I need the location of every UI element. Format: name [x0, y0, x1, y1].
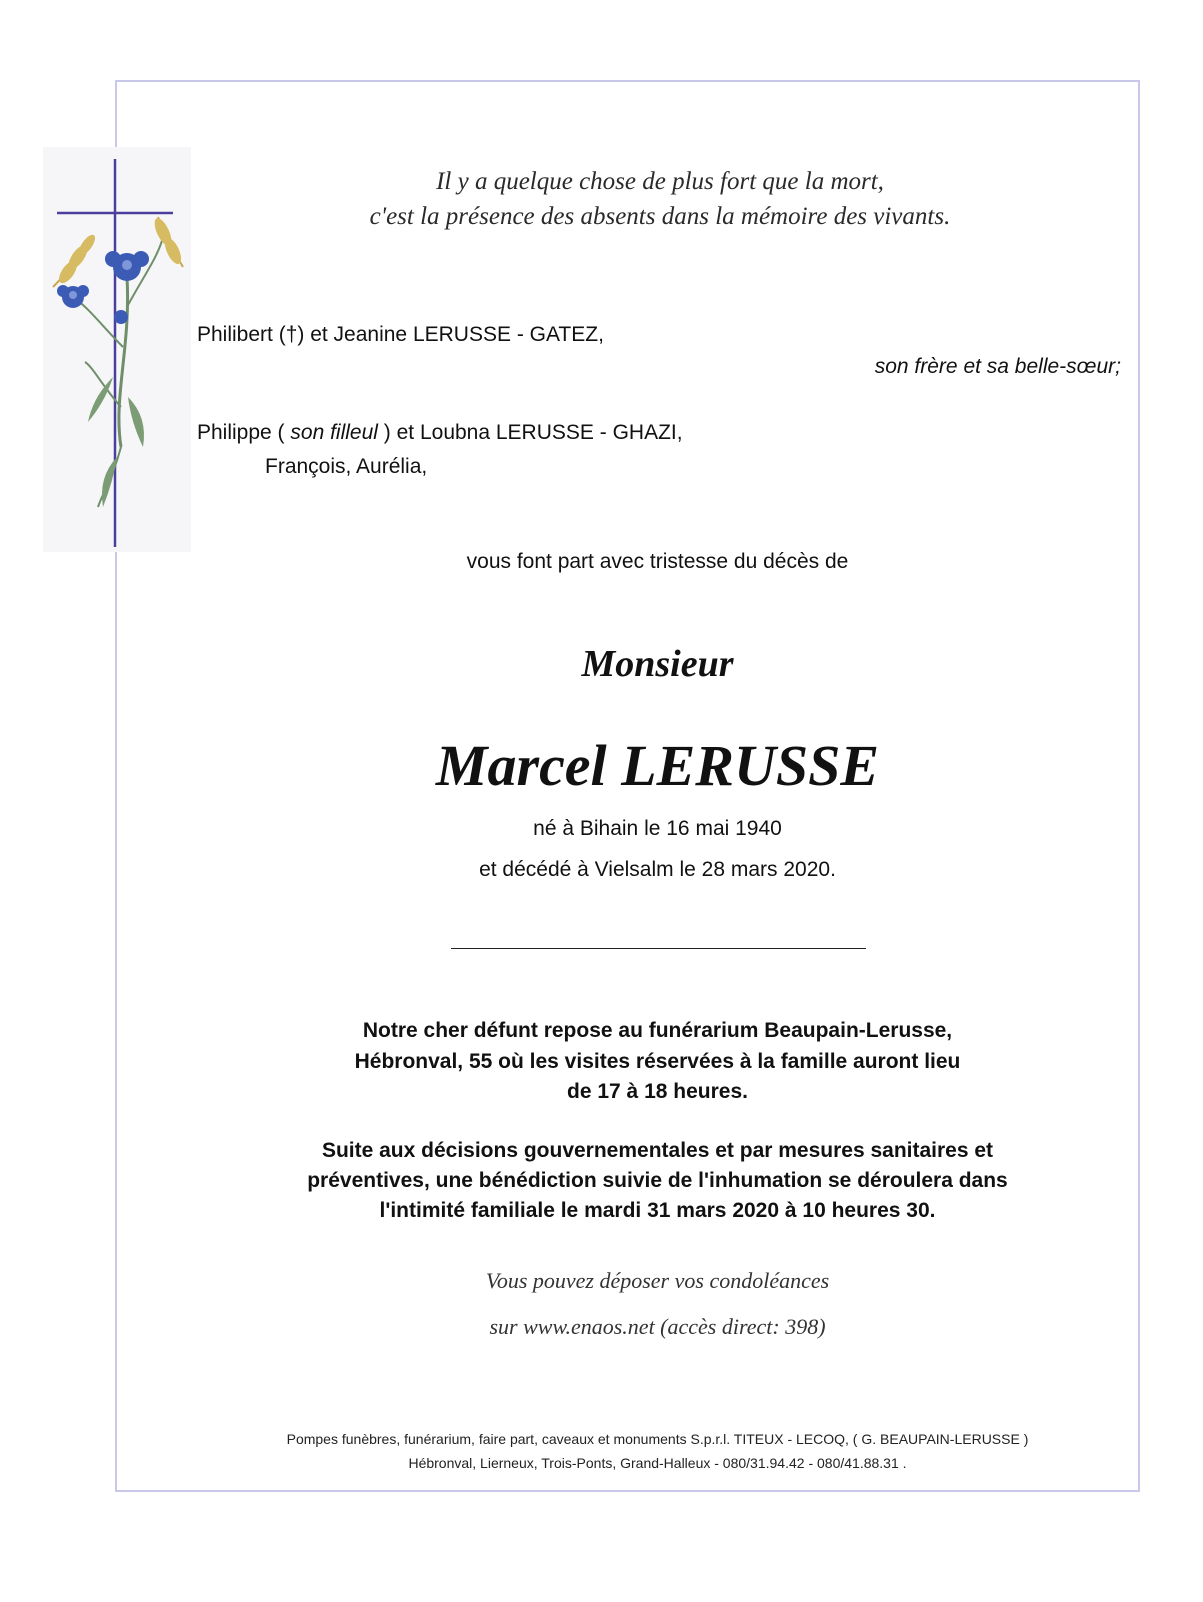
family-line-1: Philibert (†) et Jeanine LERUSSE - GATEZ, [197, 323, 604, 346]
visitation-line-3: de 17 à 18 heures. [567, 1080, 748, 1103]
ceremony-line-2: préventives, une bénédiction suivie de l'inhumation se déroulera dans [307, 1169, 1008, 1192]
family-line-2-godson: son filleul [290, 421, 378, 444]
footer-line-2: Hébronval, Lierneux, Trois-Ponts, Grand-Halleux - 080/31.94.42 - 080/41.88.31 . [408, 1455, 907, 1471]
cross-icon [43, 147, 191, 552]
family-line-3: François, Aurélia, [265, 455, 428, 478]
visitation-line-2: Hébronval, 55 où les visites réservées à la famille auront lieu [354, 1050, 961, 1073]
visitation-line-1: Notre cher défunt repose au funérarium Beaupain-Lerusse, [362, 1019, 953, 1042]
quote-line-2: c'est la présence des absents dans la mémoire des vivants. [369, 203, 951, 230]
family-line-2-post: ) et Loubna LERUSSE - GHAZI, [377, 421, 683, 444]
deceased-title: Monsieur [581, 643, 734, 685]
family-line-2 [197, 421, 683, 445]
footer-line-1: Pompes funèbres, funérarium, faire part, caveaux et monuments S.p.r.l. TITEUX - LECOQ, ( G. BEAUPAIN-LERUSSE ) [286, 1431, 1029, 1447]
divider-line [451, 948, 866, 949]
birth-info: né à Bihain le 16 mai 1940 [533, 817, 782, 840]
ceremony-line-3: l'intimité familiale le mardi 31 mars 2020 à 10 heures 30. [379, 1199, 936, 1222]
family-line-2-pre: Philippe ( [197, 421, 291, 444]
condolences-line-2: sur www.enaos.net (accès direct: 398) [489, 1314, 826, 1339]
condolences-line-1: Vous pouvez déposer vos condoléances [485, 1268, 830, 1293]
death-info: et décédé à Vielsalm le 28 mars 2020. [479, 858, 836, 881]
family-relation: son frère et sa belle-sœur; [874, 355, 1121, 378]
announcement: vous font part avec tristesse du décès de [466, 550, 849, 573]
deceased-name: Marcel LERUSSE [435, 733, 880, 798]
cross-flowers-illustration [43, 147, 191, 552]
ceremony-line-1: Suite aux décisions gouvernementales et par mesures sanitaires et [321, 1139, 994, 1162]
quote-line-1: Il y a quelque chose de plus fort que la mort, [436, 168, 884, 195]
